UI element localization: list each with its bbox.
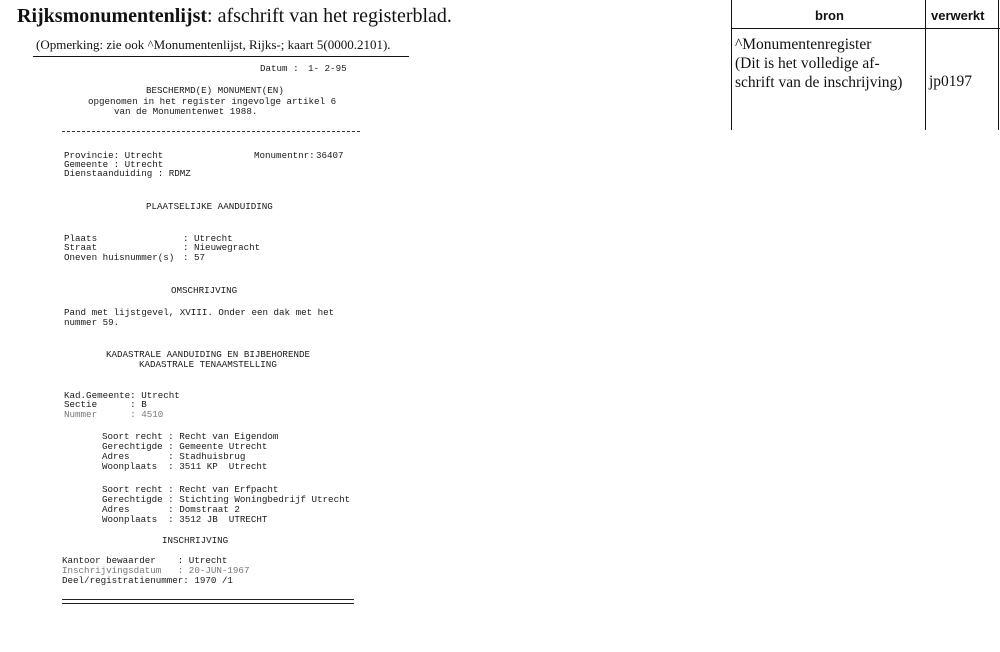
heading-monumentenwet: van de Monumentenwet 1988. xyxy=(114,106,258,117)
plaatselijke-heading: PLAATSELIJKE AANDUIDING xyxy=(146,201,273,212)
plaats-value: : Utrecht xyxy=(183,233,233,244)
omschrijving-line-1: Pand met lijstgevel, XVIII. Onder een dak met het xyxy=(64,307,335,318)
recht1-woonplaats: Woonplaats : 3511 KP Utrecht xyxy=(102,461,268,472)
bron-line-2: (Dit is het volledige af- xyxy=(735,55,880,72)
huisnummer-label: Oneven huisnummer(s) xyxy=(64,252,175,263)
deel-registratienummer: Deel/registratienummer: 1970 /1 xyxy=(62,575,233,586)
bron-line-3: schrift van de inschrijving) xyxy=(735,74,903,91)
title-bold: Rijksmonumentenlijst xyxy=(17,5,208,27)
kantoor-bewaarder: Kantoor bewaarder : Utrecht xyxy=(62,555,228,566)
huisnummer-value: : 57 xyxy=(183,252,206,263)
omschrijving-heading: OMSCHRIJVING xyxy=(171,285,238,296)
note-text: (Opmerking: zie ook ^Monumentenlijst, Rijks-; kaart 5(0000.2101). xyxy=(36,37,391,52)
straat-value: : Nieuwegracht xyxy=(183,242,261,253)
monumentnr-label: Monumentnr: xyxy=(254,150,315,161)
inschrijving-heading: INSCHRIJVING xyxy=(162,535,229,546)
datum-label: Datum : xyxy=(260,63,299,74)
kadastrale-heading-2: KADASTRALE TENAAMSTELLING xyxy=(139,359,277,370)
datum-value: 1- 2-95 xyxy=(308,63,347,74)
kadastrale-heading-1: KADASTRALE AANDUIDING EN BIJBEHORENDE xyxy=(106,349,310,360)
column-header-bron: bron xyxy=(815,8,844,23)
kad-gemeente: Kad.Gemeente: Utrecht xyxy=(64,390,180,401)
recht2-soort: Soort recht : Recht van Erfpacht xyxy=(102,484,279,495)
register-document xyxy=(0,0,420,652)
double-rule xyxy=(62,599,354,604)
bron-cell xyxy=(735,35,902,92)
recht1-adres: Adres : Stadhuisbrug xyxy=(102,451,246,462)
recht2-adres: Adres : Domstraat 2 xyxy=(102,504,240,515)
dienstaanduiding: Dienstaanduiding : RDMZ xyxy=(64,168,191,179)
table-header-divider xyxy=(731,28,1000,29)
bron-line-1: ^Monumentenregister xyxy=(735,36,872,53)
title-rest: : afschrift van het registerblad. xyxy=(207,5,452,27)
plaats-label: Plaats xyxy=(64,233,98,244)
omschrijving-line-2: nummer 59. xyxy=(64,317,120,328)
table-border-left xyxy=(731,0,732,130)
heading-opgenomen: opgenomen in het register ingevolge artikel 6 xyxy=(88,96,337,107)
dashed-divider xyxy=(62,131,360,132)
recht1-soort: Soort recht : Recht van Eigendom xyxy=(102,431,279,442)
gemeente: Gemeente : Utrecht xyxy=(64,159,164,170)
monumentnr-value: 36407 xyxy=(316,150,344,161)
sectie: Sectie : B xyxy=(64,399,147,410)
column-header-verwerkt: verwerkt xyxy=(931,8,985,23)
verwerkt-cell: jp0197 xyxy=(929,73,973,90)
source-table xyxy=(731,0,1000,130)
recht2-woonplaats: Woonplaats : 3512 JB UTRECHT xyxy=(102,514,268,525)
heading-beschermd: BESCHERMD(E) MONUMENT(EN) xyxy=(146,85,284,96)
inschrijvingsdatum: Inschrijvingsdatum : 20-JUN-1967 xyxy=(62,565,250,576)
straat-label: Straat xyxy=(64,242,98,253)
nummer: Nummer : 4510 xyxy=(64,409,164,420)
table-border-right xyxy=(998,0,999,130)
table-column-divider xyxy=(925,0,926,130)
recht2-gerechtigde: Gerechtigde : Stichting Woningbedrijf Utrecht xyxy=(102,494,351,505)
provincie: Provincie: Utrecht xyxy=(64,150,164,161)
recht1-gerechtigde: Gerechtigde : Gemeente Utrecht xyxy=(102,441,268,452)
